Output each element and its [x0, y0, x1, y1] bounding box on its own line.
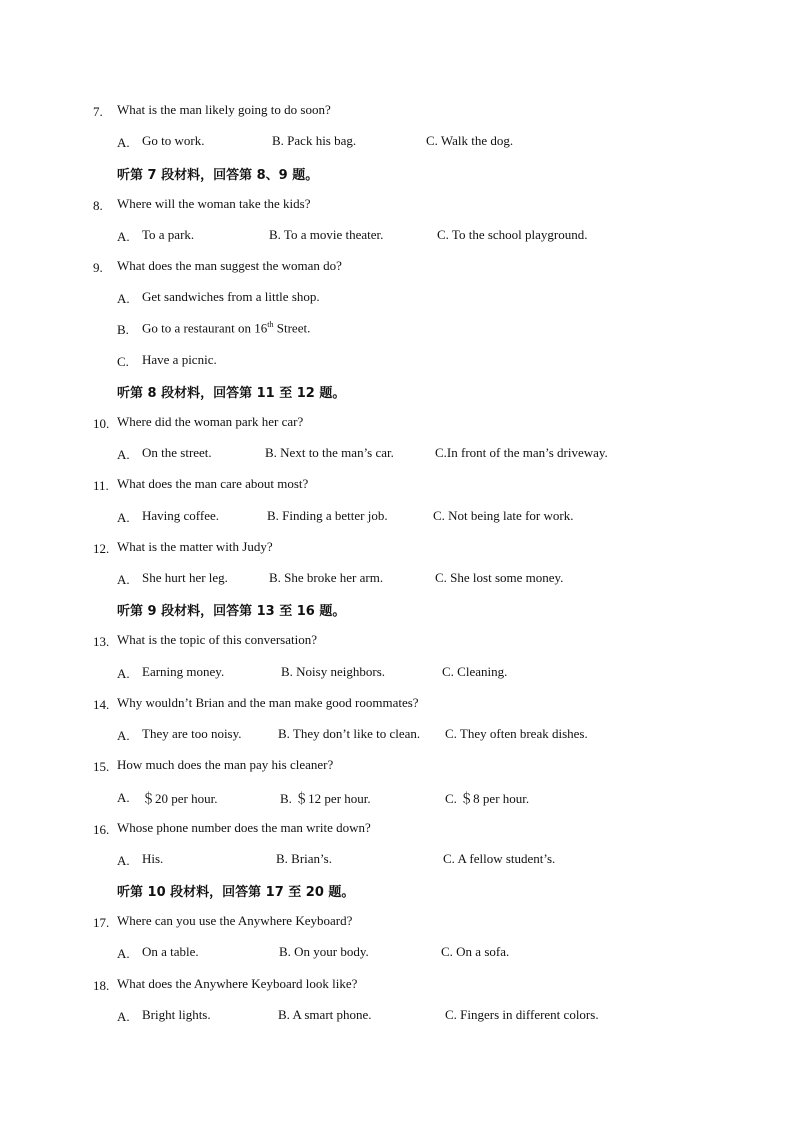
option-letter: A. [117, 229, 130, 244]
section-heading: 听第 7 段材料，回答第 8、9 题。 [117, 168, 319, 183]
option-c: C. Walk the dog. [426, 133, 514, 148]
question-text: Where will the woman take the kids? [117, 196, 311, 211]
option-a: They are too noisy. [142, 726, 242, 741]
option-letter: A. [117, 291, 130, 306]
question-text: What does the Anywhere Keyboard look like? [117, 976, 358, 991]
option-letter: A. [117, 666, 130, 681]
option-letter: A. [117, 946, 130, 961]
option-letter: A. [117, 790, 130, 805]
option-b: B. Next to the man’s car. [265, 445, 394, 460]
option-c: Have a picnic. [142, 352, 217, 367]
option-c: C. Fingers in different colors. [445, 1007, 599, 1022]
question-number: 13. [93, 634, 110, 649]
question-text: What does the man suggest the woman do? [117, 258, 342, 273]
option-a: Bright lights. [142, 1007, 211, 1022]
option-b: B. They don’t like to clean. [278, 726, 421, 741]
section-heading: 听第 8 段材料，回答第 11 至 12 题。 [117, 386, 346, 401]
question-number: 10. [93, 416, 110, 431]
option-b: B. On your body. [279, 944, 369, 959]
question-number: 7. [93, 104, 103, 119]
option-b: B. Pack his bag. [272, 133, 357, 148]
option-a: On the street. [142, 445, 212, 460]
option-letter: A. [117, 447, 130, 462]
option-c: C. A fellow student’s. [443, 851, 556, 866]
option-b: B. Brian’s. [276, 851, 332, 866]
option-a: On a table. [142, 944, 199, 959]
question-text: What is the topic of this conversation? [117, 632, 318, 647]
option-c: C. She lost some money. [435, 570, 564, 585]
option-b: B. She broke her arm. [269, 570, 384, 585]
question-text: Where did the woman park her car? [117, 414, 304, 429]
option-a: Earning money. [142, 664, 225, 679]
question-number: 9. [93, 260, 103, 275]
question-number: 8. [93, 198, 103, 213]
option-letter: C. [117, 354, 129, 369]
option-b: B. Finding a better job. [267, 508, 388, 523]
option-b: Go to a restaurant on 16th Street. [142, 320, 311, 336]
option-letter: A. [117, 728, 130, 743]
question-text: Where can you use the Anywhere Keyboard? [117, 913, 353, 928]
option-b: B. A smart phone. [278, 1007, 372, 1022]
question-number: 12. [93, 541, 110, 556]
option-c: C.In front of the man’s driveway. [435, 445, 608, 460]
option-c: C. They often break dishes. [445, 726, 588, 741]
option-letter: A. [117, 1009, 130, 1024]
question-text: Why wouldn’t Brian and the man make good roommates? [117, 695, 419, 710]
question-text: Whose phone number does the man write down? [117, 820, 371, 835]
option-a: ＄20 per hour. [142, 791, 218, 806]
question-number: 15. [93, 759, 110, 774]
option-c: C. ＄8 per hour. [445, 791, 530, 806]
question-number: 14. [93, 697, 110, 712]
section-heading: 听第 9 段材料，回答第 13 至 16 题。 [117, 604, 346, 619]
option-c: C. To the school playground. [437, 227, 588, 242]
option-c: C. Not being late for work. [433, 508, 574, 523]
option-letter: A. [117, 135, 130, 150]
option-a: Go to work. [142, 133, 205, 148]
question-number: 17. [93, 915, 110, 930]
option-b: B. To a movie theater. [269, 227, 384, 242]
option-c: C. Cleaning. [442, 664, 508, 679]
option-letter: A. [117, 510, 130, 525]
question-text: What is the matter with Judy? [117, 539, 273, 554]
option-c: C. On a sofa. [441, 944, 510, 959]
question-text: What is the man likely going to do soon? [117, 102, 331, 117]
option-a: Having coffee. [142, 508, 220, 523]
question-number: 16. [93, 822, 110, 837]
option-a: She hurt her leg. [142, 570, 228, 585]
option-b: B. Noisy neighbors. [281, 664, 385, 679]
option-b: B. ＄12 per hour. [280, 791, 371, 806]
option-letter: B. [117, 322, 129, 337]
question-text: How much does the man pay his cleaner? [117, 757, 334, 772]
option-letter: A. [117, 853, 130, 868]
option-a: Get sandwiches from a little shop. [142, 289, 320, 304]
option-a: His. [142, 851, 164, 866]
question-number: 11. [93, 478, 109, 493]
question-number: 18. [93, 978, 110, 993]
section-heading: 听第 10 段材料，回答第 17 至 20 题。 [117, 885, 355, 900]
question-text: What does the man care about most? [117, 476, 309, 491]
option-a: To a park. [142, 227, 195, 242]
option-letter: A. [117, 572, 130, 587]
